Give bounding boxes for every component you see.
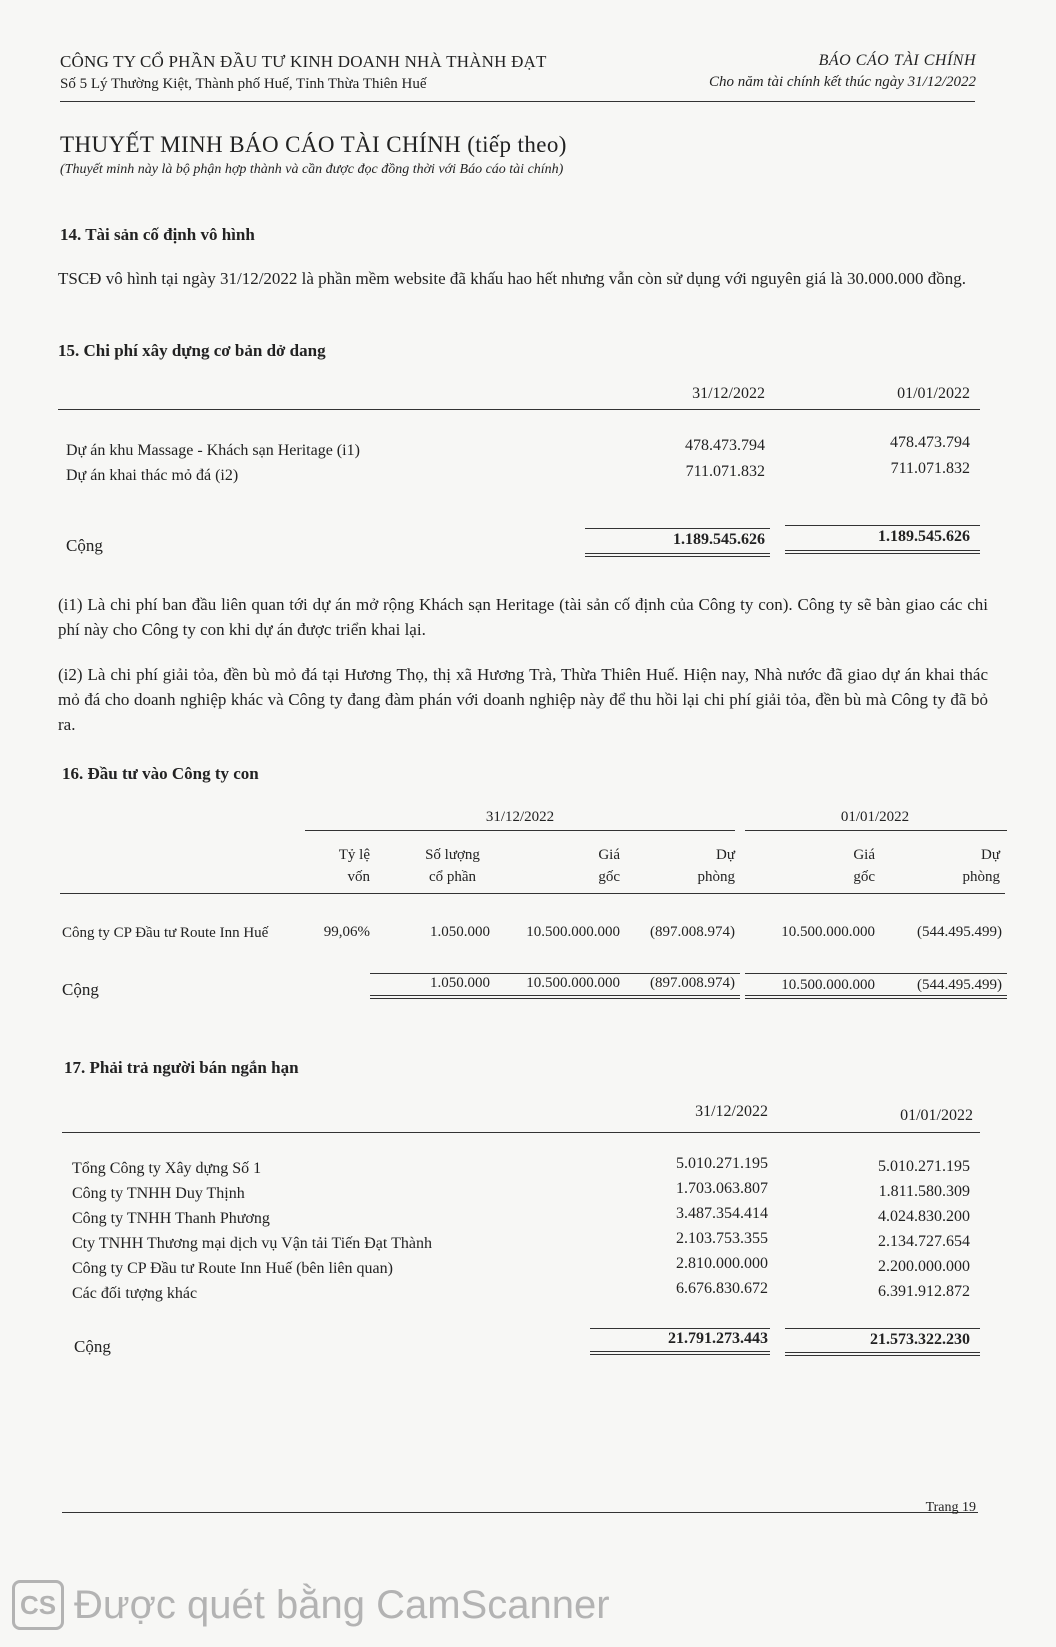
footer-divider <box>62 1512 978 1513</box>
s15-total-double-rule-1 <box>585 553 770 557</box>
s16-total-duphong-2: (544.495.499) <box>917 977 1002 993</box>
s16-total-duphong-1: (897.008.974) <box>650 975 735 991</box>
s17-col2-header: 01/01/2022 <box>900 1107 973 1124</box>
section-15-heading: 15. Chi phí xây dựng cơ bản dở dang <box>58 341 326 360</box>
page-number: Trang 19 <box>925 1500 976 1515</box>
s17-row4-v2: 2.134.727.654 <box>878 1233 970 1250</box>
s17-row2-v1: 1.703.063.807 <box>676 1180 768 1197</box>
s17-header-rule <box>62 1132 980 1133</box>
s16-col-giagoc-1: Giá gốc <box>598 847 620 885</box>
company-name: CÔNG TY CỔ PHẦN ĐẦU TƯ KINH DOANH NHÀ THÀNH ĐẠT <box>60 52 547 71</box>
s15-note-i2: (i2) Là chi phí giải tỏa, đền bù mỏ đá tại Hương Thọ, thị xã Hương Trà, Thừa Thiên Huế. Hiện nay, Nhà nước đã giao dự án khai thác mỏ đá cho doanh nghiệp khác và Công ty đang đàm phán với doanh nghiệp này để thu hồi lại chi phí giải tỏa, đền bù mà Công ty đã bỏ ra. <box>58 665 988 734</box>
s17-row5-v1: 2.810.000.000 <box>676 1255 768 1272</box>
document-title: THUYẾT MINH BÁO CÁO TÀI CHÍNH (tiếp theo) <box>60 132 567 157</box>
s15-row2-v1: 711.071.832 <box>685 463 765 480</box>
s17-row2-label: Công ty TNHH Duy Thịnh <box>72 1185 245 1202</box>
document-subtitle: (Thuyết minh này là bộ phận hợp thành và cần được đọc đồng thời với Báo cáo tài chính) <box>60 162 564 177</box>
s15-col1-header: 31/12/2022 <box>692 385 765 402</box>
camscanner-text: Được quét bằng CamScanner <box>74 1582 610 1627</box>
s17-row1-label: Tổng Công ty Xây dựng Số 1 <box>72 1160 262 1177</box>
s16-total-giagoc-1: 10.500.000.000 <box>526 975 620 991</box>
s16-group2-header: 01/01/2022 <box>840 809 910 825</box>
s16-header-rule <box>60 893 1005 894</box>
section-16-heading: 16. Đầu tư vào Công ty con <box>62 764 259 783</box>
s16-col-duphong-1: Dự phòng <box>697 847 735 885</box>
s15-row2-v2: 711.071.832 <box>890 460 970 477</box>
s16-total-label: Cộng <box>62 980 99 999</box>
s15-row2-label: Dự án khai thác mỏ đá (i2) <box>66 467 239 484</box>
header-right <box>709 52 976 91</box>
s15-row1-label: Dự án khu Massage - Khách sạn Heritage (i1) <box>66 442 360 459</box>
report-title: BÁO CÁO TÀI CHÍNH <box>818 52 976 69</box>
s17-total-double-rule-2 <box>785 1352 980 1356</box>
s16-row-giagoc-1: 10.500.000.000 <box>526 924 620 940</box>
s17-row5-v2: 2.200.000.000 <box>878 1258 970 1275</box>
s17-row1-v2: 5.010.271.195 <box>878 1158 970 1175</box>
s16-col-giagoc-2: Giá gốc <box>853 847 875 885</box>
camscanner-logo-icon: CS <box>12 1580 64 1630</box>
s15-total-v2: 1.189.545.626 <box>878 528 970 545</box>
s16-row-tyle: 99,06% <box>323 924 370 940</box>
s17-row3-v2: 4.024.830.200 <box>878 1208 970 1225</box>
s17-total-label: Cộng <box>74 1337 111 1356</box>
camscanner-watermark <box>12 1580 610 1630</box>
s17-row6-label: Các đối tượng khác <box>72 1285 198 1302</box>
s17-total-v2: 21.573.322.230 <box>870 1331 970 1348</box>
s15-total-double-rule-2 <box>785 550 980 554</box>
s15-total-rule-top-2 <box>785 525 980 526</box>
s17-total-v1: 21.791.273.443 <box>668 1330 768 1347</box>
s16-row-duphong-2: (544.495.499) <box>917 924 1002 940</box>
header-divider <box>60 101 975 102</box>
s17-row2-v2: 1.811.580.309 <box>878 1183 970 1200</box>
s16-total-soluong: 1.050.000 <box>430 975 490 991</box>
s16-total-rule-top-1 <box>370 973 740 974</box>
s17-row4-v1: 2.103.753.355 <box>676 1230 768 1247</box>
s16-total-double-rule-1 <box>370 995 740 999</box>
s17-col1-header: 31/12/2022 <box>695 1103 768 1120</box>
company-address: Số 5 Lý Thường Kiệt, Thành phố Huế, Tỉnh Thừa Thiên Huế <box>60 76 427 92</box>
s16-total-giagoc-2: 10.500.000.000 <box>781 977 875 993</box>
s15-header-rule <box>58 409 980 410</box>
section-14-heading: 14. Tài sản cố định vô hình <box>60 225 255 244</box>
header-left <box>60 52 547 93</box>
s16-group1-rule <box>305 830 735 831</box>
s16-total-double-rule-2 <box>745 995 1007 999</box>
s17-total-double-rule-1 <box>590 1351 770 1355</box>
s16-row-label: Công ty CP Đầu tư Route Inn Huế <box>62 925 269 941</box>
s15-row1-v2: 478.473.794 <box>890 434 970 451</box>
s17-row3-label: Công ty TNHH Thanh Phương <box>72 1210 270 1227</box>
s17-row6-v1: 6.676.830.672 <box>676 1280 768 1297</box>
s16-row-giagoc-2: 10.500.000.000 <box>781 924 875 940</box>
s17-row4-label: Cty TNHH Thương mại dịch vụ Vận tải Tiến Đạt Thành <box>72 1235 432 1252</box>
s17-row3-v1: 3.487.354.414 <box>676 1205 768 1222</box>
s16-row-soluong: 1.050.000 <box>430 924 490 940</box>
s16-group1-header: 31/12/2022 <box>485 809 555 825</box>
report-period: Cho năm tài chính kết thúc ngày 31/12/2022 <box>708 74 976 90</box>
s15-total-label: Cộng <box>66 536 103 555</box>
section-14-text: TSCĐ vô hình tại ngày 31/12/2022 là phần mềm website đã khấu hao hết nhưng vẫn còn sử dụng với nguyên giá là 30.000.000 đồng. <box>58 269 966 288</box>
s16-total-rule-top-2 <box>745 973 1007 974</box>
section-17-heading: 17. Phải trả người bán ngắn hạn <box>64 1058 299 1077</box>
s17-total-rule-top-1 <box>590 1328 770 1329</box>
s17-row6-v2: 6.391.912.872 <box>878 1283 970 1300</box>
s15-note-i1: (i1) Là chi phí ban đầu liên quan tới dự án mở rộng Khách sạn Heritage (tài sản cố định của Công ty con). Công ty sẽ bàn giao các chi phí này cho Công ty con khi dự án được triển khai lại. <box>58 595 988 639</box>
s17-row5-label: Công ty CP Đầu tư Route Inn Huế (bên liên quan) <box>72 1260 393 1277</box>
s16-col-tyle: Tỷ lệ vốn <box>338 847 370 885</box>
s15-row1-v1: 478.473.794 <box>685 437 765 454</box>
s17-row1-v1: 5.010.271.195 <box>676 1155 768 1172</box>
s16-col-soluong: Số lượng cổ phần <box>425 847 480 885</box>
s15-col2-header: 01/01/2022 <box>897 385 970 402</box>
s15-total-v1: 1.189.545.626 <box>673 531 765 548</box>
s15-total-rule-top-1 <box>585 528 770 529</box>
s16-col-duphong-2: Dự phòng <box>962 847 1000 885</box>
s16-group2-rule <box>745 830 1007 831</box>
s16-row-duphong-1: (897.008.974) <box>650 924 735 940</box>
s17-total-rule-top-2 <box>785 1328 980 1329</box>
